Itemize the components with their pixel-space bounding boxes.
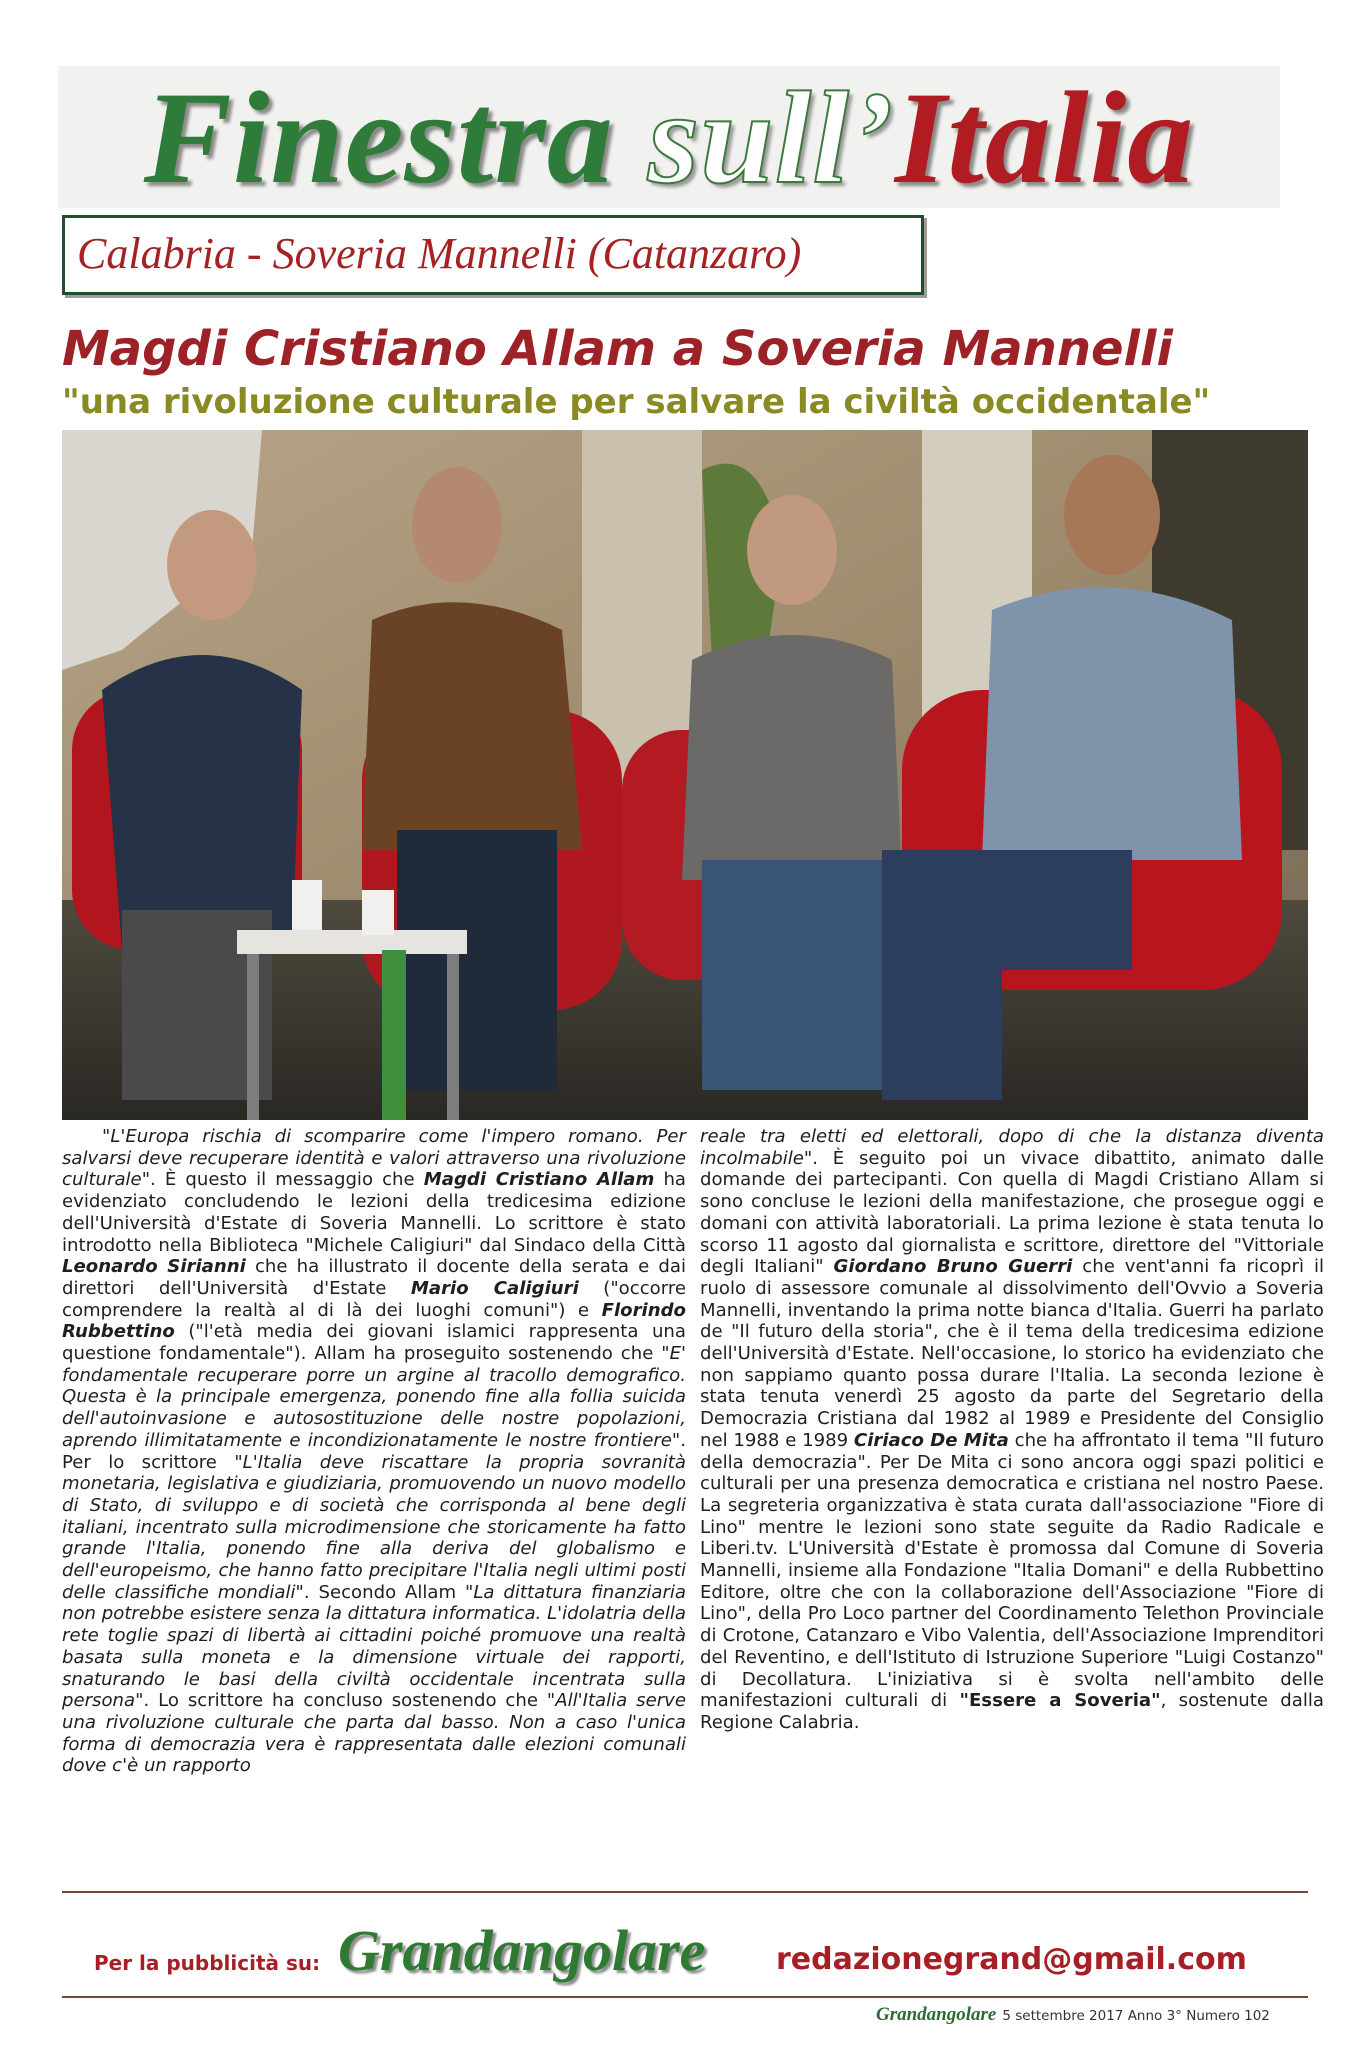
text-run: , sostenute dalla Regione Calabria. [700,1690,1325,1733]
text-run: Florindo Rubbettino [62,1299,686,1343]
ad-email-link[interactable]: redazionegrand@gmail.com [776,1942,1247,1977]
section-region-label: Calabria - Soveria Mannelli (Catanzaro) [77,229,802,278]
divider-bottom [62,1996,1308,1998]
text-run: Ciriaco De Mita [853,1429,1009,1451]
article-photo [62,430,1308,1120]
text-run: "L'Europa rischia di scomparire come l'impero romano. Per salvarsi deve recuperare identità e valori attraverso una rivoluzione culturale" [62,1126,686,1191]
text-run: . È questo il messaggio che [150,1169,424,1191]
text-run: ("occorre comprendere la realtà al di là dei luoghi comuni") e [62,1277,687,1321]
text-run: . Per lo scrittore [62,1429,686,1473]
text-run: che ha illustrato il docente della serata e dai direttori dell'Università d'Estate [62,1256,686,1299]
text-run: "La dittatura finanziaria non potrebbe esistere senza la dittatura informatica. L'idolatria della rete toglie spazi di libertà ai cittadini poiché promuove una realtà basata sulla moneta e la dimensione virtuale dei rapporti, snaturando le basi della civiltà occidentale incentrata sulla persona" [62,1581,686,1712]
footer-issue-date: 5 settembre 2017 Anno 3° Numero 102 [1002,2008,1270,2024]
text-run: "All'Italia serve una rivoluzione culturale che parta dal basso. Non a caso l'unica forma di democrazia vera è rappresentata dalle elezioni comunali dove c'è un rapporto [62,1690,686,1777]
article-subheadline: "una rivoluzione culturale per salvare la civiltà occidentale" [62,382,1211,422]
masthead-part-finestra: Finestra [143,64,614,211]
text-run: ("l'età media dei giovani islamici rappresenta una questione fondamentale"). Allam ha proseguito sostenendo che [62,1321,686,1365]
text-run: Mario Caligiuri [410,1277,579,1299]
section-region-box [62,215,924,295]
footer-publication-name: Grandangolare [876,2004,997,2025]
article-headline: Magdi Cristiano Allam a Soveria Mannelli [62,321,1173,377]
panel-discussion-photo [62,430,1308,1120]
divider-top [62,1891,1308,1893]
text-run: reale tra eletti ed elettorali, dopo di che la distanza diventa incolmabile" [700,1126,1324,1169]
text-run: . È seguito poi un vivace dibattito, animato dalle domande dei partecipanti. Con quella di Magdi Cristiano Allam si sono concluse le lezioni della manifestazione, che prosegue oggi e domani con attività laboratoriali. La prima lezione è stata tenuta lo scorso 11 agosto dal giornalista e scrittore, direttore del "Vittoriale degli Italiani" [700,1147,1324,1278]
article-body-left-column [62,1126,686,1777]
ad-brand-logo: Grandangolare [338,1918,706,1983]
ad-label: Per la pubblicità su: [94,1951,321,1975]
masthead-part-italia: Italia [894,64,1195,211]
text-run: Leonardo Sirianni [62,1256,246,1278]
text-run: "E' fondamentale recuperare porre un argine al tracollo demografico. Questa è la principale emergenza, ponendo fine alla follia suicida dell'autoinvasione e autosostituzione delle nostre popolazioni, aprendo illimitatamente e incondizionatamente le nostre frontiere" [62,1343,686,1451]
text-run: "Essere a Soveria" [959,1690,1161,1712]
text-run: . Secondo Allam [303,1581,466,1603]
text-run: "L'Italia deve riscattare la propria sovranità monetaria, legislativa e giudiziaria, promuovendo un nuovo modello di Stato, di sviluppo e di società che corrisponda al bene degli italiani, incentrato sulla microdimensione che storicamente ha fatto grande l'Italia, ponendo fine alla deriva del globalismo e dell'europeismo, che hanno fatto precipitare l'Italia negli ultimi posti delle classifiche mondiali" [62,1451,686,1603]
text-run: ha evidenziato concludendo le lezioni della tredicesima edizione dell'Università d'Estate di Soveria Mannelli. Lo scrittore è stato introdotto nella Biblioteca "Michele Caligiuri" dal Sindaco della Città [62,1169,686,1256]
article-body-right-column [700,1126,1324,1734]
text-run: che vent'anni fa ricoprì il ruolo di assessore comunale al dissolvimento dell'Ovvio a Soveria Mannelli, inventando la prima notte bianca d'Italia. Guerri ha parlato de "Il futuro della storia", che è il tema della tredicesima edizione dell'Università d'Estate. Nell'occasione, lo storico ha evidenziato che non sappiamo quanto possa durare l'Italia. La seconda lezione è stata tenuta venerdì 25 agosto da parte del Segretario della Democrazia Cristiana dal 1982 al 1989 e Presidente del Consiglio nel 1988 e 1989 [700,1256,1324,1451]
text-run: Giordano Bruno Guerri [833,1256,1073,1278]
text-run: . Lo scrittore ha concluso sostenendo che [143,1690,547,1712]
text-run: che ha affrontato il tema "Il futuro della democrazia". Per De Mita ci sono ancora oggi spazi politici e culturali per una presenza democratica e cristiana nel nostro Paese. La segreteria organizzativa è stata curata dall'associazione "Fiore di Lino" mentre le lezioni sono state seguite da Radio Radicale e Liberi.tv. L'Università d'Estate è promossa dal Comune di Soveria Mannelli, insieme alla Fondazione "Italia Domani" e della Rubbettino Editore, oltre che con la collaborazione dell'Associazione "Fiore di Lino", della Pro Loco partner del Coordinamento Telethon Provinciale di Crotone, Catanzaro e Vibo Valentia, dell'Associazione Imprenditori del Reventino, e dell'Istituto di Istruzione Superiore "Luigi Costanzo" di Decollatura. L'iniziativa si è svolta nell'ambito delle manifestazioni culturali di [700,1429,1324,1712]
page-footer [876,2003,1270,2028]
masthead [58,64,1280,211]
masthead-part-sull: sull’ [647,64,895,211]
masthead-title [58,64,1280,211]
text-run: Magdi Cristiano Allam [423,1169,655,1191]
